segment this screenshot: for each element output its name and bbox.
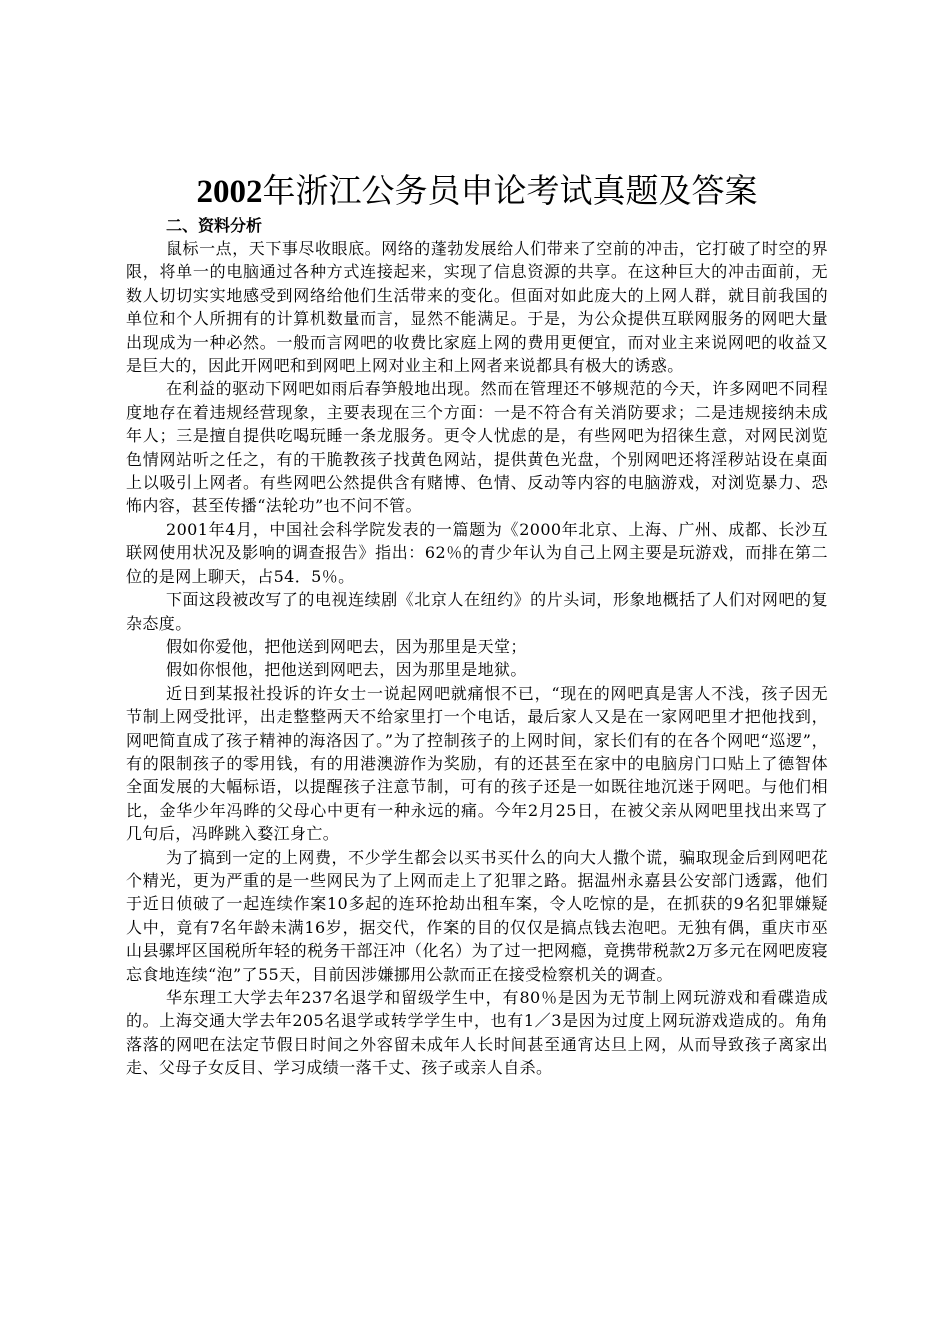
title-year: 2002: [196, 174, 263, 210]
paragraph-1: 鼠标一点，天下事尽收眼底。网络的蓬勃发展给人们带来了空前的冲击，它打破了时空的界限，将单一的电脑通过各种方式连接起来，实现了信息资源的共享。在这种巨大的冲击面前，无数人切切实实地感受到网络给他们生活带来的变化。但面对如此庞大的上网人群，就目前我国的单位和个人所拥有的计算机数量而言，显然不能满足。于是，为公众提供互联网服务的网吧大量出现成为一种必然。一般而言网吧的收费比家庭上网的费用更便宜，而对业主来说网吧的收益又是巨大的，因此开网吧和到网吧上网对业主和上网者来说都具有极大的诱惑。: [126, 239, 828, 376]
document-page: [126, 168, 828, 1080]
verse-line-2: 假如你恨他，把他送到网吧去，因为那里是地狱。: [166, 660, 527, 680]
paragraph-2: 在利益的驱动下网吧如雨后春笋般地出现。然而在管理还不够规范的今天，许多网吧不同程度地存在着违规经营现象，主要表现在三个方面：一是不符合有关消防要求；二是违规接纳未成年人；三是擅自提供吃喝玩睡一条龙服务。更令人忧虑的是，有些网吧为招徕生意，对网民浏览色情网站听之任之，有的干脆教孩子找黄色网站，提供黄色光盘，个别网吧还将淫秽站设在桌面上以吸引上网者。有些网吧公然提供含有赌博、色情、反动等内容的电脑游戏，对浏览暴力、恐怖内容，甚至传播“法轮功”也不问不管。: [126, 379, 828, 516]
paragraph-7: 华东理工大学去年237名退学和留级学生中，有80％是因为无节制上网玩游戏和看碟造成的。上海交通大学去年205名退学或转学学生中，也有1／3是因为过度上网玩游戏造成的。角角落落的网吧在法定节假日时间之外容留未成年人长时间甚至通宵达旦上网，从而导致孩子离家出走、父母子女反目、学习成绩一落千丈、孩子或亲人自杀。: [126, 988, 828, 1078]
paragraph-6: 为了搞到一定的上网费，不少学生都会以买书买什么的向大人撒个谎，骗取现金后到网吧花个精光，更为严重的是一些网民为了上网而走上了犯罪之路。据温州永嘉县公安部门透露，他们于近日侦破了一起连续作案10多起的连环抢劫出租车案，令人吃惊的是，在抓获的9名犯罪嫌疑人中，竟有7名年龄未满16岁，据交代，作案的目的仅仅是搞点钱去泡吧。无独有偶，重庆市巫山县骡坪区国税所年轻的税务干部汪冲（化名）为了过一把网瘾，竟携带税款2万多元在网吧废寝忘食地连续“泡”了55天，目前因涉嫌挪用公款而正在接受检察机关的调查。: [126, 847, 828, 984]
verse-line-1: 假如你爱他，把他送到网吧去，因为那里是天堂；: [166, 636, 527, 656]
document-title: [126, 168, 828, 215]
paragraph-4: 下面这段被改写了的电视连续剧《北京人在纽约》的片头词，形象地概括了人们对网吧的复杂态度。: [126, 590, 828, 633]
paragraph-3: 2001年4月，中国社会科学院发表的一篇题为《2000年北京、上海、广州、成都、长沙互联网使用状况及影响的调查报告》指出：62％的青少年认为自己上网主要是玩游戏，而排在第二位的是网上聊天，占54．5％。: [126, 519, 828, 586]
paragraph-5: 近日到某报社投诉的许女士一说起网吧就痛恨不已，“现在的网吧真是害人不浅，孩子因无节制上网受批评，出走整整两天不给家里打一个电话，最后家人又是在一家网吧里才把他找到，网吧简直成了孩子精神的海洛因了。”为了控制孩子的上网时间，家长们有的在各个网吧“巡逻”，有的限制孩子的零用钱，有的用港澳游作为奖励，有的还甚至在家中的电脑房门口贴上了德智体全面发展的大幅标语，以提醒孩子注意节制，可有的孩子还是一如既往地沉迷于网吧。与他们相比，金华少年冯晔的父母心中更有一种永远的痛。今年2月25日，在被父亲从网吧里找出来骂了几句后，冯晔跳入婺江身亡。: [126, 683, 828, 844]
title-text: 年浙江公务员申论考试真题及答案: [262, 171, 758, 210]
section-heading: 二、资料分析: [166, 216, 263, 235]
